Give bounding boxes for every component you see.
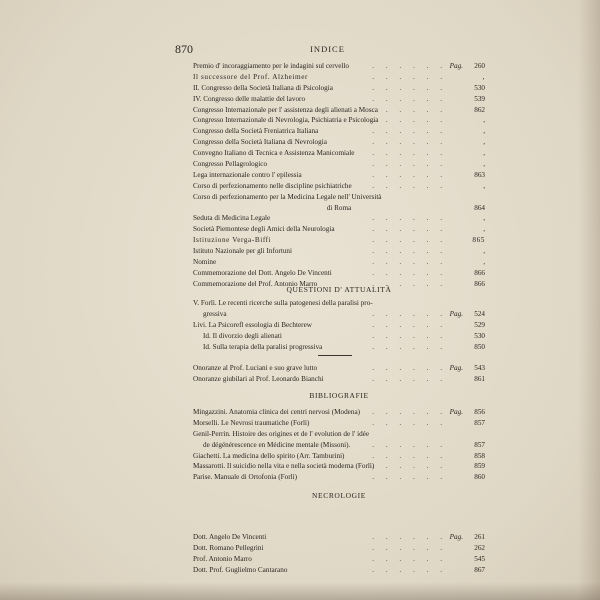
- leader-dots: . . . . . .: [372, 149, 447, 158]
- page-label: Pag.: [449, 62, 463, 70]
- index-entry: [193, 363, 485, 374]
- index-entry: [193, 298, 485, 309]
- index-entry: [193, 246, 485, 257]
- leader-dots: . . . . . .: [372, 565, 447, 574]
- index-block-questioni: [193, 298, 485, 352]
- entry-page-number: 545: [474, 554, 485, 563]
- index-entry: [193, 407, 485, 418]
- entry-title: Lega internazionale contro l' epilessia: [193, 170, 302, 179]
- entry-title: Onoranze al Prof. Luciani e suo grave lutto: [193, 364, 318, 372]
- index-entry: [193, 159, 485, 170]
- leader-dots: . . . . . .: [372, 83, 447, 92]
- leader-dots: . . . . . .: [372, 225, 447, 234]
- entry-title: de dégénérescence en Médicine mentale (Missoni).: [203, 440, 351, 449]
- entry-page-number: 859: [474, 462, 485, 471]
- page-label: Pag.: [449, 408, 463, 416]
- entry-page-number: ,: [483, 160, 485, 169]
- index-block-onoranze: [193, 363, 485, 385]
- leader-dots: . . . . . .: [372, 127, 447, 136]
- entry-title: II. Congresso della Società Italiana di Psicologia: [193, 83, 333, 92]
- entry-page-number: 543: [474, 364, 485, 372]
- entry-title: Commemorazione del Prof. Antonio Marro: [193, 279, 318, 288]
- entry-page-number: ,: [483, 149, 485, 158]
- entry-title: Prof. Antonio Marro: [193, 554, 252, 563]
- entry-page-number: ,: [483, 127, 485, 136]
- entry-page-number: 856: [474, 408, 485, 416]
- entry-title: Genil-Perrin. Histoire des origines et de l' evolution de l' idée: [193, 429, 370, 438]
- entry-title: Morselli. Le Nevrosi traumatiche (Forlì): [193, 418, 310, 427]
- leader-dots: . . . . . .: [372, 473, 447, 482]
- page-label: Pag.: [449, 533, 463, 541]
- leader-dots: . . . . . .: [372, 451, 447, 460]
- leader-dots: . . . . . .: [372, 116, 447, 125]
- index-entry: [193, 268, 485, 279]
- index-entry: [193, 94, 485, 105]
- index-entry: [193, 203, 485, 214]
- leader-dots: . . . . . .: [372, 462, 447, 471]
- index-entry: [193, 543, 485, 554]
- entry-page-number: 862: [474, 105, 485, 114]
- leader-dots: . . . . . .: [372, 214, 447, 223]
- leader-dots: . . . . . .: [372, 170, 447, 179]
- leader-dots: . . . . . .: [372, 236, 447, 245]
- entry-title: Livi. La Psicorefl essologia di Bechterew: [193, 320, 312, 329]
- leader-dots: . . . . . .: [372, 543, 447, 552]
- index-entry: [193, 418, 485, 429]
- entry-page-number: 529: [474, 320, 485, 329]
- entry-title: Dott. Prof. Guglielmo Cantarano: [193, 565, 288, 574]
- entry-title: Congresso della Società Italiana di Nevrologia: [193, 138, 327, 147]
- entry-page-number: ,: [483, 181, 485, 190]
- entry-title: Parise. Manuale di Ortofonia (Forlì): [193, 473, 297, 482]
- index-block-bibliografie: [193, 407, 485, 483]
- leader-dots: . . . . . .: [372, 72, 447, 81]
- index-entry: [193, 565, 485, 576]
- entry-page-number: 530: [474, 331, 485, 340]
- index-entry: [193, 429, 485, 440]
- index-entry: [193, 126, 485, 137]
- index-entry: [193, 72, 485, 83]
- entry-page-number: 865: [472, 236, 485, 245]
- leader-dots: . . . . . .: [372, 418, 447, 427]
- index-entry: [193, 213, 485, 224]
- index-entry: [193, 170, 485, 181]
- entry-title: Istituto Nazionale per gli Infortuni: [193, 247, 293, 256]
- entry-page-number: 858: [474, 451, 485, 460]
- leader-dots: . . . . . .: [372, 440, 447, 449]
- leader-dots: . . . . . .: [372, 309, 447, 318]
- index-entry: [193, 342, 485, 353]
- index-entry: [193, 309, 485, 320]
- index-entry: [193, 181, 485, 192]
- section-title-bibliografie: BIBLIOGRAFIE: [309, 391, 369, 400]
- entry-page-number: 530: [474, 83, 485, 92]
- index-entry: [193, 61, 485, 72]
- entry-page-number: 866: [474, 268, 485, 277]
- entry-title: Onoranze giubilari al Prof. Leonardo Bianchi: [193, 374, 324, 383]
- entry-page-number: 262: [474, 543, 485, 552]
- entry-title: Congresso Internazionale per l' assistenza degli alienati a Mosca: [193, 105, 378, 114]
- entry-page-number: 539: [474, 94, 485, 103]
- leader-dots: . . . . . .: [372, 364, 447, 372]
- index-entry: [193, 554, 485, 565]
- index-entry: [193, 257, 485, 268]
- index-entry: [193, 192, 485, 203]
- leader-dots: . . . . . .: [372, 320, 447, 329]
- entry-page-number: 857: [474, 418, 485, 427]
- entry-title: Premio d' incoraggiamento per le indagini sul cervello: [193, 62, 349, 70]
- entry-title: Convegno Italiano di Tecnica e Assistenza Manicomiale: [193, 149, 355, 158]
- leader-dots: . . . . . .: [372, 268, 447, 277]
- entry-title: Corso di perfezionamento per la Medicina Legale nell' Università: [193, 192, 382, 201]
- entry-title: Dott. Romano Pellegrini: [193, 543, 264, 552]
- index-entry: [193, 532, 485, 543]
- leader-dots: . . . . . .: [372, 342, 447, 351]
- index-block-notizie: [193, 61, 485, 290]
- index-entry: [193, 472, 485, 483]
- index-entry: [193, 83, 485, 94]
- entry-page-number: 260: [474, 62, 485, 70]
- index-entry: [193, 461, 485, 472]
- page-label: Pag.: [449, 309, 463, 318]
- leader-dots: . . . . . .: [372, 247, 447, 256]
- entry-page-number: 261: [474, 533, 485, 541]
- entry-page-number: 860: [474, 473, 485, 482]
- leader-dots: . . . . . .: [372, 374, 447, 383]
- leader-dots: . . . . . .: [372, 331, 447, 340]
- entry-page-number: 857: [474, 440, 485, 449]
- entry-page-number: 861: [474, 374, 485, 383]
- entry-page-number: 864: [474, 203, 485, 212]
- entry-title: Commemorazione del Dott. Angelo De Vincenti: [193, 268, 332, 277]
- index-entry: [193, 235, 485, 246]
- index-entry: [193, 440, 485, 451]
- index-entry: [193, 374, 485, 385]
- entry-title: V. Forlì. Le recenti ricerche sulla patogenesi della paralisi pro-: [193, 299, 373, 307]
- page-title: INDICE: [310, 44, 345, 54]
- entry-title: Mingazzini. Anatomia clinica dei centri nervosi (Modena): [193, 408, 361, 416]
- entry-page-number: ,: [483, 247, 485, 256]
- index-entry: [193, 115, 485, 126]
- entry-title: Seduta di Medicina Legale: [193, 214, 271, 223]
- entry-title: Il successore del Prof. Alzheimer: [193, 72, 309, 81]
- entry-page-number: ,: [483, 214, 485, 223]
- index-entry: [193, 148, 485, 159]
- index-entry: [193, 137, 485, 148]
- page-label: Pag.: [449, 364, 463, 372]
- page-header: [175, 44, 480, 58]
- index-block-necrologie: [193, 532, 485, 576]
- entry-title: Congresso Internazionale di Nevrologia, Psichiatria e Psicologia: [193, 116, 379, 125]
- index-entry: [193, 451, 485, 462]
- entry-page-number: ,: [483, 258, 485, 267]
- entry-title: Nomine: [193, 258, 217, 267]
- leader-dots: . . . . . .: [372, 533, 447, 541]
- entry-title: Società Piemontese degli Amici della Neurologia: [193, 225, 335, 234]
- entry-page-number: ,: [483, 138, 485, 147]
- entry-title: Corso di perfezionamento nelle discipline psichiatriche: [193, 181, 352, 190]
- leader-dots: . . . . . .: [372, 94, 447, 103]
- entry-page-number: 866: [474, 279, 485, 288]
- entry-title: Congresso della Società Freniatrica Italiana: [193, 127, 319, 136]
- leader-dots: . . . . . .: [372, 105, 447, 114]
- entry-page-number: 850: [474, 342, 485, 351]
- index-entry: [193, 105, 485, 116]
- leader-dots: . . . . . .: [372, 160, 447, 169]
- entry-title: Id. Sulla terapia della paralisi progressiva: [203, 342, 323, 351]
- entry-title: gressiva: [203, 309, 227, 318]
- section-title-questioni: QUESTIONI D' ATTUALITÀ: [286, 285, 392, 294]
- entry-title: Massarotti. Il suicidio nella vita e nella società moderna (Forlì): [193, 462, 375, 471]
- entry-title: Giachetti. La medicina dello spirito (Arr. Tamburini): [193, 451, 345, 460]
- leader-dots: . . . . . .: [372, 258, 447, 267]
- entry-title: Congresso Pellagrologico: [193, 160, 268, 169]
- entry-title: Istituzione Verga-Biffi: [193, 236, 272, 245]
- leader-dots: . . . . . .: [372, 279, 447, 288]
- leader-dots: . . . . . .: [372, 408, 447, 416]
- entry-title: Id. Il divorzio degli alienati: [203, 331, 282, 340]
- entry-page-number: ,: [483, 116, 485, 125]
- index-entry: [193, 224, 485, 235]
- page-number: 870: [175, 42, 193, 56]
- entry-page-number: 863: [474, 170, 485, 179]
- section-divider: [318, 355, 352, 356]
- entry-title: Dott. Angelo De Vincenti: [193, 533, 267, 541]
- index-entry: [193, 331, 485, 342]
- leader-dots: . . . . . .: [372, 181, 447, 190]
- leader-dots: . . . . . .: [372, 554, 447, 563]
- index-entry: [193, 320, 485, 331]
- leader-dots: . . . . . .: [372, 138, 447, 147]
- entry-page-number: ,: [483, 225, 485, 234]
- leader-dots: . . . . . .: [372, 62, 447, 70]
- entry-title: IV. Congresso delle malattie del lavoro: [193, 94, 306, 103]
- entry-page-number: ,: [482, 72, 485, 81]
- entry-page-number: 524: [474, 309, 485, 318]
- entry-title: di Roma: [326, 203, 352, 212]
- section-title-necrologie: NECROLOGIE: [312, 491, 366, 500]
- entry-page-number: 867: [474, 565, 485, 574]
